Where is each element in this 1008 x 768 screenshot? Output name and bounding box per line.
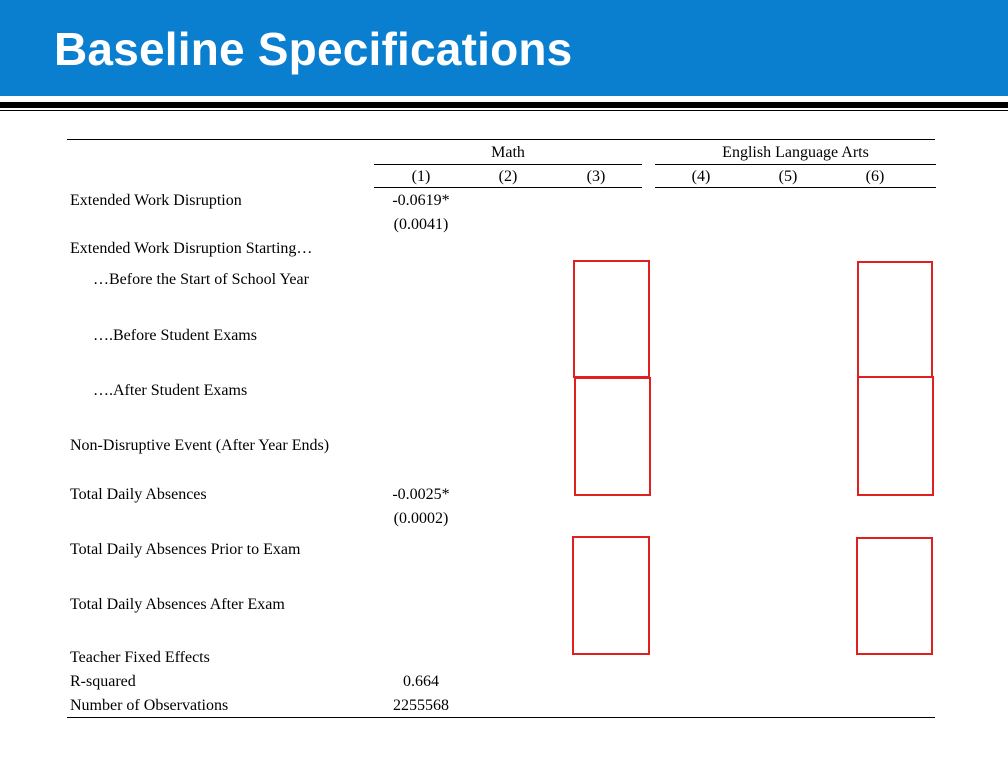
row-label-teacher-fe: Teacher Fixed Effects	[70, 649, 210, 666]
column-header-5: (5)	[778, 168, 798, 185]
column-header-6: (6)	[865, 168, 885, 185]
row-label-r-squared: R-squared	[70, 673, 136, 690]
math-columns-rule	[374, 187, 642, 188]
column-header-2: (2)	[498, 168, 518, 185]
highlight-box-col3-upper	[573, 260, 650, 378]
ela-columns-rule	[655, 187, 936, 188]
table-bottom-rule	[67, 717, 935, 718]
cell-abs-se: (0.0002)	[393, 510, 449, 527]
row-label-observations: Number of Observations	[70, 697, 229, 714]
highlight-box-col3-lower	[572, 536, 650, 655]
row-label-extended-starting: Extended Work Disruption Starting…	[70, 240, 313, 257]
highlight-box-col6-middle	[857, 376, 934, 496]
row-label-before-exams: ….Before Student Exams	[93, 327, 257, 344]
column-header-4: (4)	[691, 168, 711, 185]
row-label-total-absences: Total Daily Absences	[70, 486, 207, 503]
row-label-absences-prior: Total Daily Absences Prior to Exam	[70, 541, 301, 558]
cell-r-squared: 0.664	[403, 673, 439, 690]
highlight-box-col6-lower	[856, 537, 933, 655]
group-header-math: Math	[491, 144, 525, 161]
row-label-non-disruptive: Non-Disruptive Event (After Year Ends)	[70, 437, 330, 454]
table-top-rule	[67, 139, 935, 140]
highlight-box-col3-middle	[574, 377, 651, 496]
column-header-3: (3)	[586, 168, 606, 185]
cell-observations: 2255568	[393, 697, 449, 714]
row-label-before-school-year: …Before the Start of School Year	[93, 271, 309, 288]
row-label-extended-work-disruption: Extended Work Disruption	[70, 192, 242, 209]
header-rule-thick	[0, 102, 1008, 108]
column-header-1: (1)	[411, 168, 431, 185]
group-header-ela: English Language Arts	[722, 144, 869, 161]
slide-header	[0, 0, 1008, 96]
ela-group-rule	[655, 164, 936, 165]
header-rule-thin	[0, 110, 1008, 111]
slide-title: Baseline Specifications	[54, 23, 573, 75]
cell-ewd-coef: -0.0619*	[392, 192, 450, 209]
row-label-absences-after: Total Daily Absences After Exam	[70, 596, 285, 613]
cell-ewd-se: (0.0041)	[393, 216, 449, 233]
highlight-box-col6-upper	[857, 261, 933, 378]
math-group-rule	[374, 164, 642, 165]
row-label-after-exams: ….After Student Exams	[93, 382, 248, 399]
cell-abs-coef: -0.0025*	[392, 486, 450, 503]
